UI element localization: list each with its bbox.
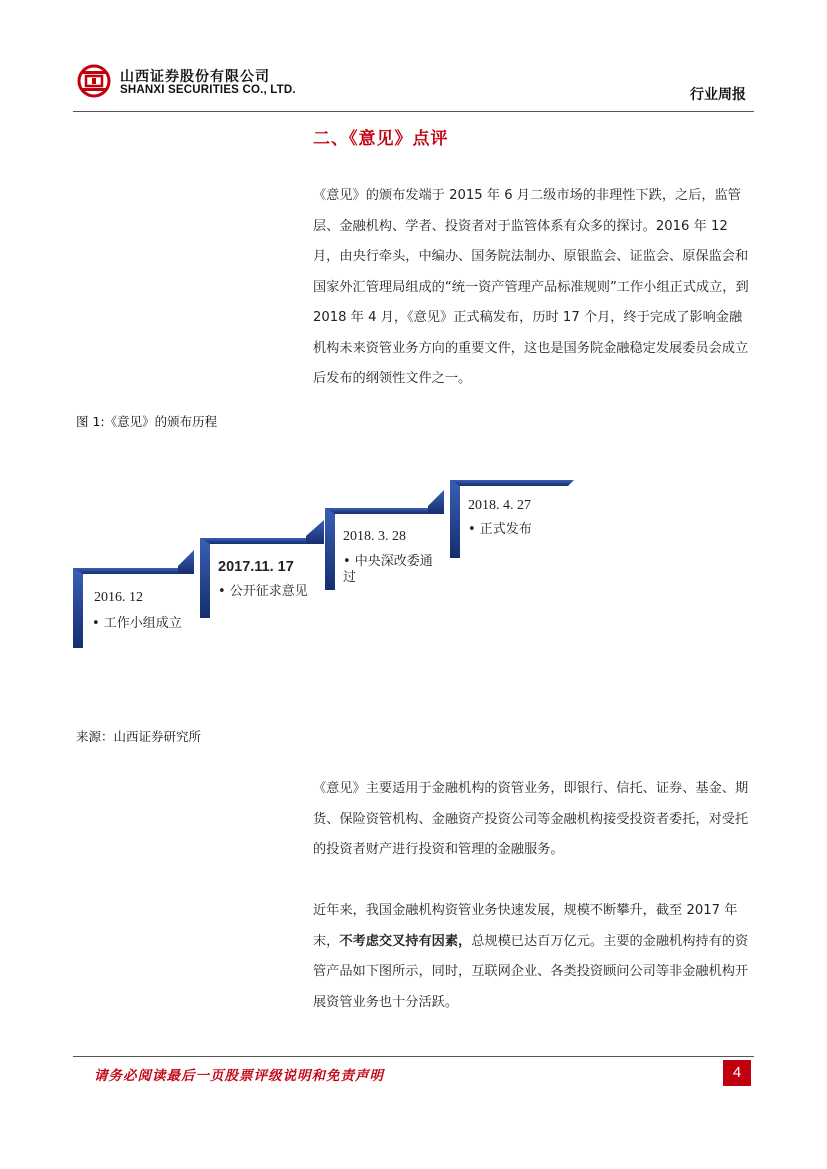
company-name-cn: 山西证券股份有限公司 bbox=[120, 69, 270, 85]
timeline-date-3: 2018. 3. 28 bbox=[343, 529, 406, 544]
paragraph-scale-part2: 总规模已达百万亿元。主要的金融机构持有的资管产品如下图所示，同时，互联网企业、各类投资顾问公司等非金融机构开展资管业务也十分活跃。 bbox=[313, 933, 749, 1010]
timeline-step-4-shape bbox=[450, 480, 574, 558]
timeline-date-2: 2017.11. 17 bbox=[218, 559, 294, 575]
page-number: 4 bbox=[723, 1060, 751, 1086]
company-logo-icon bbox=[76, 64, 112, 98]
timeline-event-2: • 公开征求意见 bbox=[218, 584, 308, 599]
report-type: 行业周报 bbox=[690, 87, 746, 103]
timeline-date-4: 2018. 4. 27 bbox=[468, 498, 531, 513]
figure-source: 来源：山西证券研究所 bbox=[76, 729, 202, 744]
paragraph-scope-text: 《意见》主要适用于金融机构的资管业务，即银行、信托、证券、基金、期货、保险资管机构、金融资产投资公司等金融机构接受投资者委托，对受托的投资者财产进行投资和管理的金融服务。 bbox=[313, 781, 749, 857]
paragraph-scale-part1: 近年来，我国金融机构资管业务快速发展，规模不断攀升，截至 2017 年末， bbox=[313, 903, 738, 949]
paragraph-scale-bold: 不考虑交叉持有因素， bbox=[339, 933, 472, 949]
paragraph-intro-text: 《意见》的颁布发端于 2015 年 6 月二级市场的非理性下跌，之后，监管层、金融机构、学者、投资者对于监管体系有众多的探讨。2016 年 12 月，由央行牵头，中编办、国务院法制办、原银监会、证监会、原保监会和国家外汇管理局组成的“统一资产管理产品标准规则”工作小组正式成立，到 2018 年 4 月，《意见》正式稿发布，历时 17 个月，终于完成了影响金融机构未来资管业务方向的重要文件，这也是国务院金融稳定发展委员会成立后发布的纲领性文件之一。 bbox=[313, 188, 749, 386]
section-title: 二、《意见》点评 bbox=[313, 129, 449, 149]
paragraph-intro bbox=[313, 181, 753, 395]
company-name-en: SHANXI SECURITIES CO., LTD. bbox=[120, 84, 296, 96]
timeline-event-1: • 工作小组成立 bbox=[92, 616, 182, 631]
timeline-diagram bbox=[70, 470, 590, 670]
timeline-date-1: 2016. 12 bbox=[94, 590, 143, 605]
figure-caption: 图 1:《意见》的颁布历程 bbox=[76, 414, 218, 429]
paragraph-scale bbox=[313, 896, 753, 1018]
disclaimer-link[interactable]: 请务必阅读最后一页股票评级说明和免责声明 bbox=[94, 1068, 384, 1084]
timeline-event-4: • 正式发布 bbox=[468, 522, 532, 537]
paragraph-scale-text bbox=[313, 896, 753, 1018]
paragraph-scope bbox=[313, 774, 753, 866]
footer-divider bbox=[73, 1056, 754, 1057]
timeline-event-3: • 中央深改委通过 bbox=[343, 554, 433, 585]
header-divider bbox=[73, 111, 754, 112]
